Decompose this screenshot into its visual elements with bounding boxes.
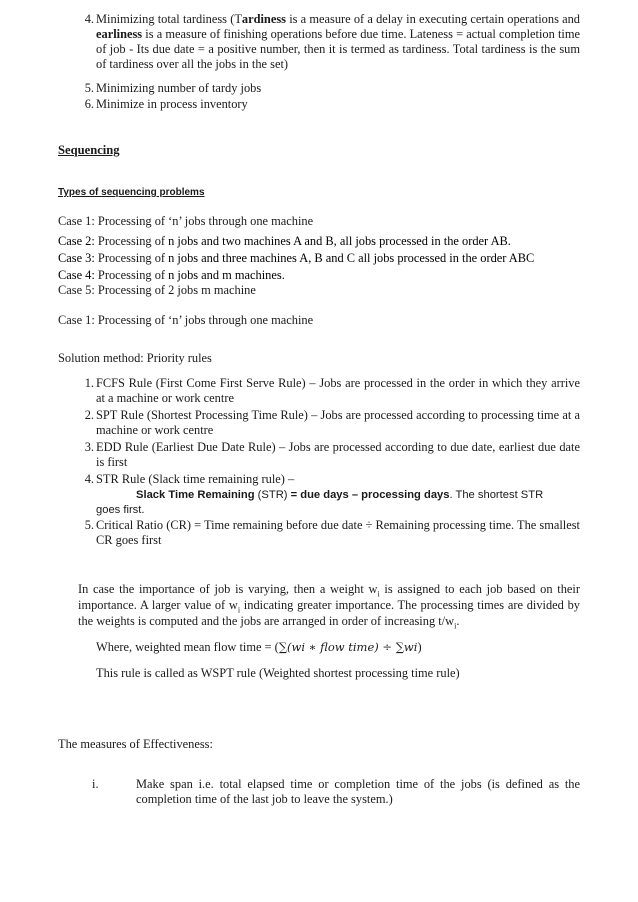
list-number: 4. [84, 472, 94, 486]
wspt-line: This rule is called as WSPT rule (Weighted shortest processing time rule) [96, 666, 460, 680]
weighted-paragraph: In case the importance of job is varying, then a weight $w_i$ is assigned to each job based on their importance. A larger value of $w_i$ indicating greater importance. The processing times are divided by the weights is computed and the jobs are arranged in order of increasing $t/w_i$. [78, 582, 580, 631]
measures-heading: The measures of Effectiveness: [58, 737, 213, 751]
rule-item: STR Rule (Slack time remaining rule) – [96, 472, 295, 486]
rule-item: EDD Rule (Earliest Due Date Rule) – Jobs are processed according to due date, earliest due date is first [96, 440, 580, 469]
str-detail-line: Slack Time Remaining (STR) = due days – processing days. The shortest STR [136, 489, 544, 501]
objective-item-5: Minimizing number of tardy jobs [96, 81, 262, 95]
formula-line: Where, weighted mean flow time = (∑(wi ∗ flow time) ÷ ∑wi) [96, 640, 422, 654]
list-number: 3. [84, 440, 94, 454]
section-heading: Sequencing [58, 143, 120, 157]
rule-item: SPT Rule (Shortest Processing Time Rule) – Jobs are processed according to processing time at a machine or work centre [96, 408, 580, 437]
case-line: Case 4: Processing of n jobs and m machines. [58, 268, 285, 282]
list-number: i. [92, 777, 99, 791]
case-line: Case 5: Processing of 2 jobs m machine [58, 283, 256, 297]
list-number: 1. [84, 376, 94, 390]
case-line: Case 3: Processing of n jobs and three machines A, B and C all jobs processed in the order ABC [58, 251, 535, 265]
objective-item-4: Minimizing total tardiness (Tardiness is a measure of a delay in executing certain operations and earliness is a measure of finishing operations before due time. Lateness = actual completion time of job - Its due date = a positive number, then it is termed as tardiness. Total tardiness is the sum of tardiness over all the jobs in the set) [96, 12, 580, 71]
list-number: 2. [84, 408, 94, 422]
measure-item: Make span i.e. total elapsed time or completion time of the jobs (is defined as the completion time of the last job to leave the system.) [136, 777, 580, 806]
list-number: 6. [84, 97, 94, 111]
str-detail-line: goes first. [96, 504, 145, 516]
case-1-repeat: Case 1: Processing of ‘n’ jobs through one machine [58, 313, 314, 327]
formula-expression: ∑(wi ∗ flow time) ÷ ∑wi [278, 640, 418, 654]
rule-item: Critical Ratio (CR) = Time remaining before due date ÷ Remaining processing time. The smallest CR goes first [96, 518, 580, 547]
subsection-heading: Types of sequencing problems [58, 187, 205, 198]
solution-method: Solution method: Priority rules [58, 351, 212, 365]
objective-item-6: Minimize in process inventory [96, 97, 248, 111]
list-number: 5. [84, 518, 94, 532]
case-line: Case 1: Processing of ‘n’ jobs through one machine [58, 214, 314, 228]
case-line: Case 2: Processing of n jobs and two machines A and B, all jobs processed in the order AB. [58, 234, 511, 248]
list-number: 5. [84, 81, 94, 95]
list-number: 4. [84, 12, 94, 26]
rule-item: FCFS Rule (First Come First Serve Rule) – Jobs are processed in the order in which they arrive at a machine or work centre [96, 376, 580, 405]
